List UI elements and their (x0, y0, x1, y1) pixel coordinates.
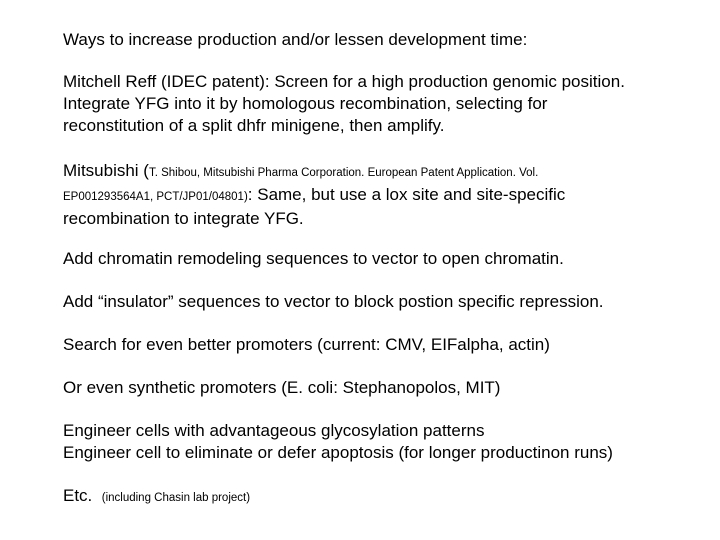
slide-title-text: Ways to increase production and/or lessen development time (63, 30, 523, 49)
etc-line (63, 485, 250, 509)
slide-title-colon: : (522, 30, 528, 49)
mitsubishi-citation-1: T. Shibou, Mitsubishi Pharma Corporation. European Patent Application. Vol. (148, 167, 539, 179)
mitsubishi-rest: : Same, but use a lox site and site-specific (247, 185, 566, 204)
etc-label: Etc. (63, 486, 93, 505)
synthetic-promoters-line: Or even synthetic promoters (E. coli: Stephanopolos, MIT) (63, 378, 501, 397)
reff-paragraph (63, 71, 625, 137)
reff-line-3: reconstitution of a split dhfr minigene, then amplify. (63, 116, 445, 135)
etc-note: (including Chasin lab project) (101, 492, 251, 504)
reff-line-1: Mitchell Reff (IDEC patent): Screen for a high production genomic position. (63, 72, 625, 91)
mitsubishi-line-3: recombination to integrate YFG. (63, 209, 304, 228)
engineer-line-2: Engineer cell to eliminate or defer apoptosis (for longer productinon runs) (63, 443, 613, 462)
mitsubishi-paragraph (63, 160, 565, 230)
insulator-line: Add “insulator” sequences to vector to block postion specific repression. (63, 292, 604, 311)
engineer-paragraph (63, 420, 613, 464)
engineer-line-1: Engineer cells with advantageous glycosylation patterns (63, 421, 485, 440)
mitsubishi-lead: Mitsubishi ( (63, 161, 149, 180)
promoters-line: Search for even better promoters (current: CMV, EIFalpha, actin) (63, 335, 550, 354)
mitsubishi-citation-2: EP001293564A1, PCT/JP01/04801) (63, 191, 248, 203)
mitsubishi-line-1 (63, 160, 565, 184)
mitsubishi-line-2 (63, 184, 565, 208)
slide-title (63, 29, 527, 51)
reff-line-2: Integrate YFG into it by homologous recombination, selecting for (63, 94, 548, 113)
chromatin-line: Add chromatin remodeling sequences to vector to open chromatin. (63, 249, 564, 268)
